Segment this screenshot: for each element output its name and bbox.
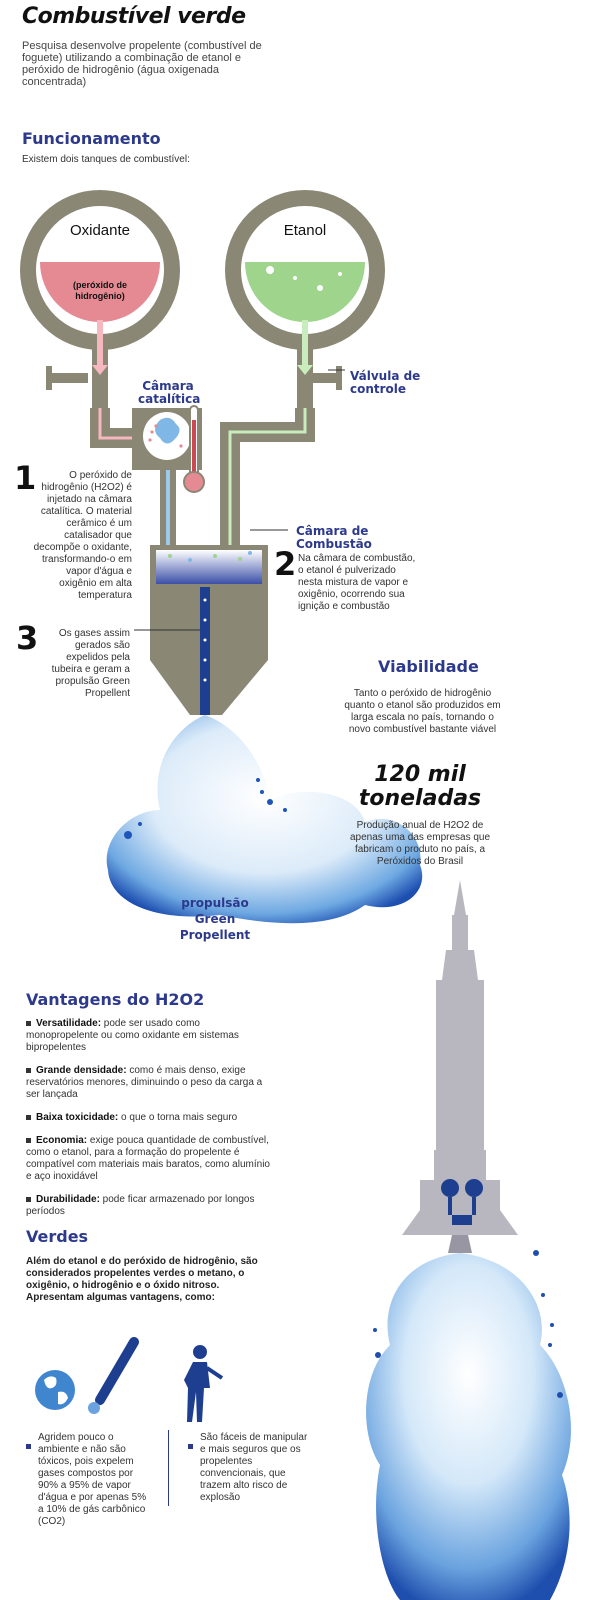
person-icon (184, 1345, 222, 1422)
verdes-col1-bullet (26, 1436, 31, 1454)
step-2-text: Na câmara de combustão, o etanol é pulverizado nesta mistura de vapor e oxigênio, ocorrendo sua ignição e combustão (298, 553, 416, 612)
viabilidade-text: Tanto o peróxido de hidrogênio quanto o etanol são produzidos em larga escala no país, tornando o novo combustível bastante viável (344, 688, 501, 735)
verdes-icons (30, 1330, 230, 1430)
rocket-icon (88, 1342, 134, 1414)
rocket-illustration (340, 875, 596, 1600)
viabilidade-heading: Viabilidade (378, 657, 479, 676)
catalytic-chamber-label: Câmara catalítica (138, 379, 201, 406)
list-item: Durabilidade: pode ficar armazenado por longos períodos (26, 1194, 255, 1217)
page-subtitle: Pesquisa desenvolve propelente (combustível de foguete) utilizando a combinação de etanol e peróxido de hidrogênio (água oxigenada concentrada) (22, 40, 262, 88)
step-3-number: 3 (16, 619, 39, 657)
vantagens-list (26, 1018, 271, 1229)
big-number-line1: 120 mil (374, 762, 466, 787)
verdes-heading: Verdes (26, 1227, 89, 1246)
verdes-col2-bullet (188, 1436, 193, 1454)
list-item: Versatilidade: pode ser usado como monopropelente ou como oxidante em sistemas bipropelentes (26, 1018, 239, 1053)
vantagens-heading: Vantagens do H2O2 (26, 990, 205, 1009)
list-item: Economia: exige pouca quantidade de combustível, como o etanol, para a formação do propelente é compatível com materiais mais baratos, como alumínio e aço inoxidável (26, 1135, 270, 1182)
list-item: Grande densidade: como é mais denso, exige reservatórios menores, diminuindo o peso da carga a ser lançada (26, 1065, 263, 1100)
step-2-number: 2 (274, 545, 297, 583)
control-valve-label: Válvula de controle (350, 369, 421, 396)
step-1-text: O peróxido de hidrogênio (H2O2) é injetado na câmara catalítica. O material cerâmico é um catalisador que decompõe o oxidante, transformando-o em vapor d'água e oxigênio em alta temperatura (33, 470, 132, 601)
combustion-chamber-label: Câmara de Combustão (296, 524, 372, 551)
list-item: Baixa toxicidade: o que o torna mais seguro (26, 1112, 271, 1124)
page-title: Combustível verde (22, 4, 246, 29)
oxidant-content-label: (peróxido de hidrogênio) (72, 280, 127, 301)
exhaust-label: propulsão Green Propellent (179, 896, 251, 942)
big-number-line2: toneladas (358, 786, 482, 811)
globe-icon (35, 1370, 75, 1410)
verdes-divider (168, 1430, 169, 1506)
ethanol-label: Etanol (283, 222, 327, 239)
step-3-text: Os gases assim gerados são expelidos pela tubeira e geram a propulsão Green Propellent (51, 628, 130, 699)
verdes-col2-text: São fáceis de manipular e mais seguros que os propelentes convencionais, que trazem alto risco de explosão (200, 1432, 308, 1503)
big-number (350, 763, 490, 811)
oxidant-label: Oxidante (69, 222, 131, 239)
production-text: Produção anual de H2O2 de apenas uma das empresas que fabricam o produto no país, a Peróxidos do Brasil (349, 820, 491, 867)
step-1-number: 1 (14, 459, 37, 497)
funcionamento-intro: Existem dois tanques de combustível: (22, 154, 190, 165)
verdes-col1-text: Agridem pouco o ambiente e não são tóxicos, pois expelem gases compostos por 90% a 95% de vapor d'água e por apenas 5% a 10% de gás carbônico (CO2) (38, 1432, 147, 1527)
funcionamento-heading: Funcionamento (22, 129, 161, 148)
verdes-text: Além do etanol e do peróxido de hidrogênio, são considerados propelentes verdes o metano, o oxigênio, o hidrogênio e o óxido nitroso. Apresentam algumas vantagens, como: (26, 1256, 258, 1303)
